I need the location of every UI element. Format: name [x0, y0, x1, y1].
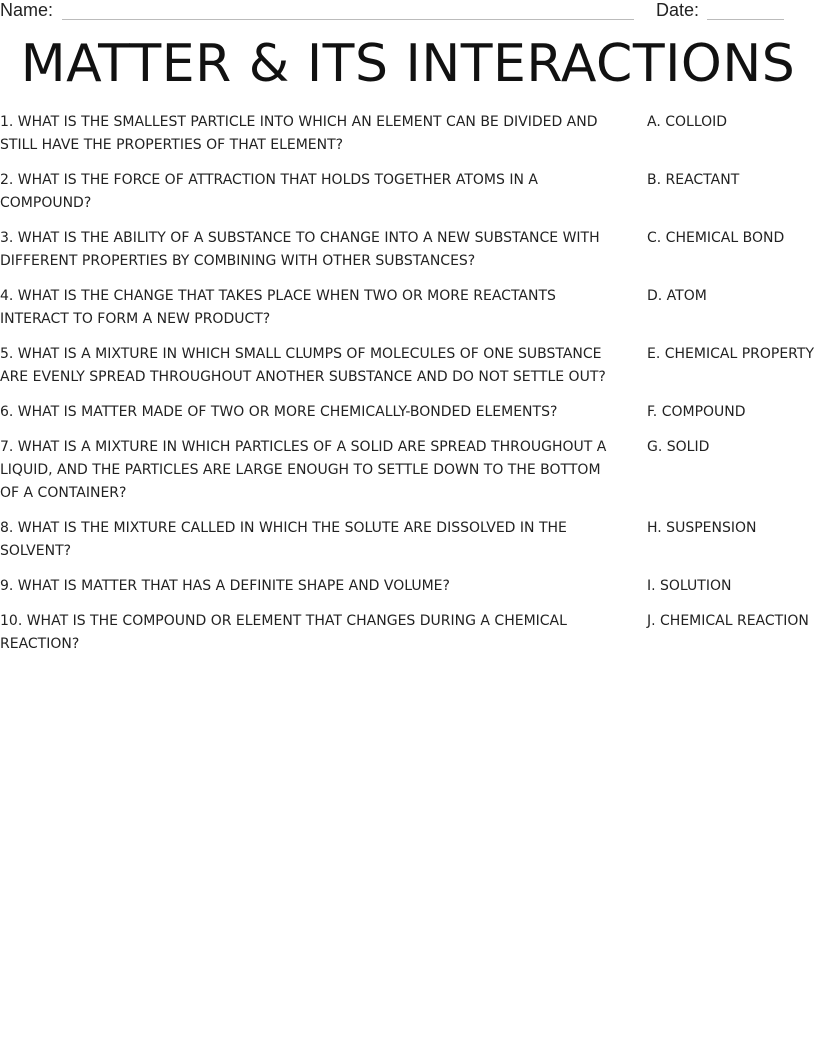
page-title: MATTER & ITS INTERACTIONS [20, 34, 796, 94]
matching-list [0, 111, 816, 668]
matching-row-5 [0, 343, 816, 389]
worksheet-header [0, 0, 816, 26]
matching-row-4 [0, 285, 816, 331]
clue-8: 8. WHAT IS THE MIXTURE CALLED IN WHICH THE SOLUTE ARE DISSOLVED IN THE SOLVENT? [0, 520, 567, 559]
matching-row-7 [0, 436, 816, 505]
answer-option-c: C. CHEMICAL BOND [647, 230, 785, 246]
matching-row-9 [0, 575, 816, 598]
clue-4: 4. WHAT IS THE CHANGE THAT TAKES PLACE WHEN TWO OR MORE REACTANTS INTERACT TO FORM A NEW PRODUCT? [0, 288, 556, 327]
matching-row-10 [0, 610, 816, 656]
clue-9: 9. WHAT IS MATTER THAT HAS A DEFINITE SHAPE AND VOLUME? [0, 578, 450, 594]
clue-7: 7. WHAT IS A MIXTURE IN WHICH PARTICLES OF A SOLID ARE SPREAD THROUGHOUT A LIQUID, AND THE PARTICLES ARE LARGE ENOUGH TO SETTLE DOWN TO THE BOTTOM OF A CONTAINER? [0, 439, 607, 501]
clue-1: 1. WHAT IS THE SMALLEST PARTICLE INTO WHICH AN ELEMENT CAN BE DIVIDED AND STILL HAVE THE PROPERTIES OF THAT ELEMENT? [0, 114, 598, 153]
answer-option-j: J. CHEMICAL REACTION [647, 613, 809, 629]
clue-10: 10. WHAT IS THE COMPOUND OR ELEMENT THAT CHANGES DURING A CHEMICAL REACTION? [0, 613, 567, 652]
answer-option-f: F. COMPOUND [647, 404, 746, 420]
matching-row-3 [0, 227, 816, 273]
answer-option-b: B. REACTANT [647, 172, 740, 188]
matching-row-8 [0, 517, 816, 563]
answer-option-d: D. ATOM [647, 288, 707, 304]
answer-option-i: I. SOLUTION [647, 578, 732, 594]
matching-row-2 [0, 169, 816, 215]
matching-row-6 [0, 401, 816, 424]
answer-option-e: E. CHEMICAL PROPERTY [647, 346, 814, 362]
matching-row-1 [0, 111, 816, 157]
date-blank-line[interactable] [707, 0, 784, 20]
answer-option-g: G. SOLID [647, 439, 710, 455]
clue-3: 3. WHAT IS THE ABILITY OF A SUBSTANCE TO CHANGE INTO A NEW SUBSTANCE WITH DIFFERENT PROPERTIES BY COMBINING WITH OTHER SUBSTANCES? [0, 230, 600, 269]
clue-6: 6. WHAT IS MATTER MADE OF TWO OR MORE CHEMICALLY-BONDED ELEMENTS? [0, 404, 558, 420]
name-blank-line[interactable] [62, 0, 634, 20]
answer-option-a: A. COLLOID [647, 114, 728, 130]
clue-5: 5. WHAT IS A MIXTURE IN WHICH SMALL CLUMPS OF MOLECULES OF ONE SUBSTANCE ARE EVENLY SPREAD THROUGHOUT ANOTHER SUBSTANCE AND DO NOT SETTLE OUT? [0, 346, 606, 385]
name-label: Name: [0, 0, 54, 20]
answer-option-h: H. SUSPENSION [647, 520, 757, 536]
clue-2: 2. WHAT IS THE FORCE OF ATTRACTION THAT HOLDS TOGETHER ATOMS IN A COMPOUND? [0, 172, 538, 211]
date-label: Date: [656, 0, 700, 20]
